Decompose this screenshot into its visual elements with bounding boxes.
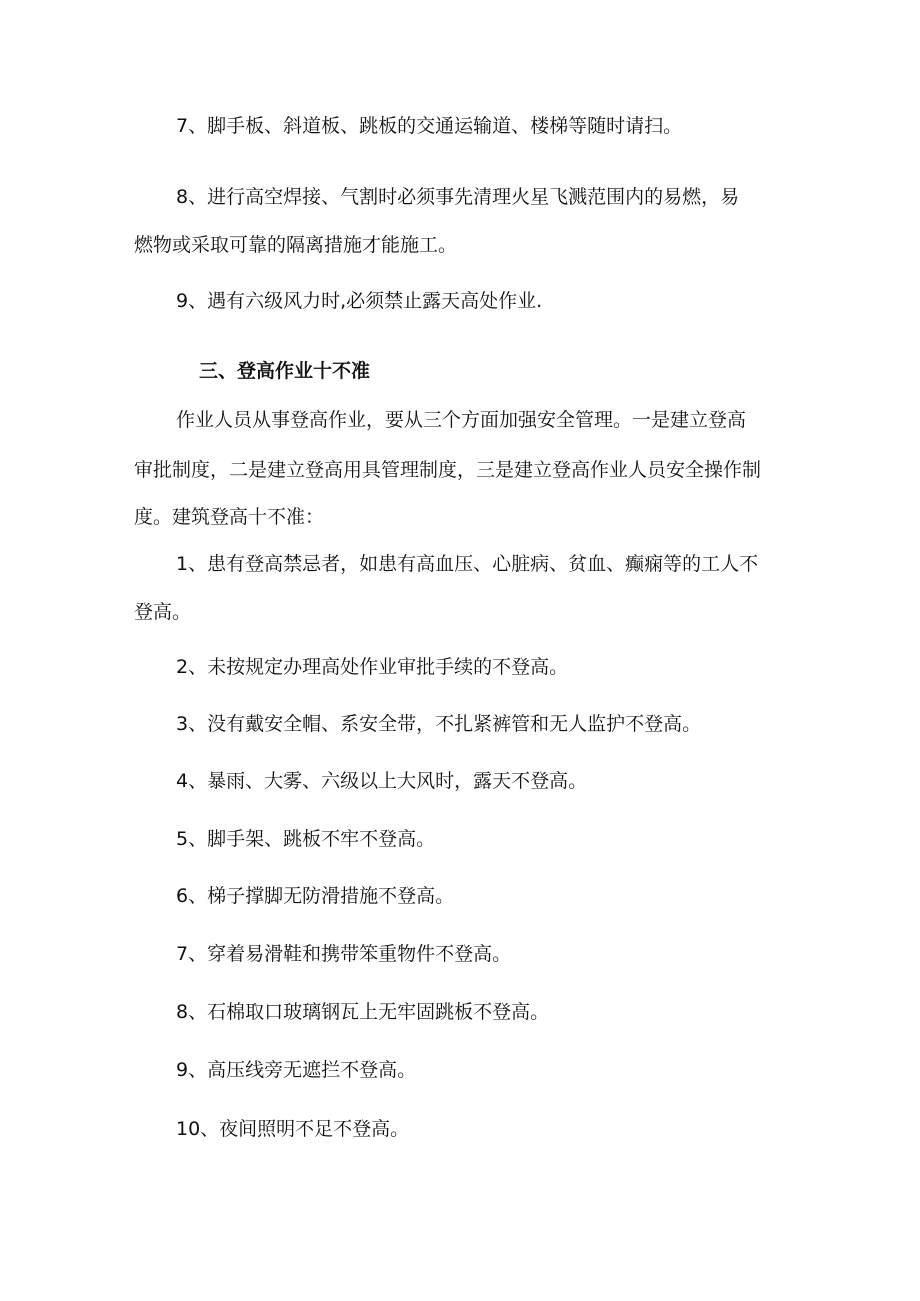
rule-1-line-2: 登高。 xyxy=(134,601,192,623)
rule-9: 9、高压线旁无遮拦不登高。 xyxy=(176,1059,417,1081)
intro-line-3: 度。建筑登高十不准： xyxy=(134,506,325,528)
item-7-clean-walkways: 7、脚手板、斜道板、跳板的交通运输道、楼梯等随时请扫。 xyxy=(176,115,683,137)
intro-line-1: 作业人员从事登高作业，要从三个方面加强安全管理。一是建立登高 xyxy=(176,409,747,431)
section-heading: 三、登高作业十不准 xyxy=(199,360,371,382)
item-8-welding-line-2: 燃物或采取可靠的隔离措施才能施工。 xyxy=(134,234,458,256)
rule-4: 4、暴雨、大雾、六级以上大风时，露天不登高。 xyxy=(176,770,588,792)
rule-10: 10、夜间照明不足不登高。 xyxy=(176,1118,410,1140)
rule-6: 6、梯子撑脚无防滑措施不登高。 xyxy=(176,885,455,907)
rule-1-line-1: 1、患有登高禁忌者，如患有高血压、心脏病、贫血、癫痫等的工人不 xyxy=(176,553,759,575)
rule-5: 5、脚手架、跳板不牢不登高。 xyxy=(176,828,436,850)
rule-8: 8、石棉取口玻璃钢瓦上无牢固跳板不登高。 xyxy=(176,1001,550,1023)
rule-2: 2、未按规定办理高处作业审批手续的不登高。 xyxy=(176,656,569,678)
intro-line-2: 审批制度，二是建立登高用具管理制度，三是建立登高作业人员安全操作制 xyxy=(134,459,762,481)
item-8-welding-line-1: 8、进行高空焊接、气割时必须事先清理火星飞溅范围内的易燃，易 xyxy=(176,186,740,208)
item-9-wind: 9、遇有六级风力时,必须禁止露天高处作业. xyxy=(176,290,543,312)
rule-7: 7、穿着易滑鞋和携带笨重物件不登高。 xyxy=(176,943,512,965)
rule-3: 3、没有戴安全帽、系安全带，不扎紧裤管和无人监护不登高。 xyxy=(176,713,702,735)
